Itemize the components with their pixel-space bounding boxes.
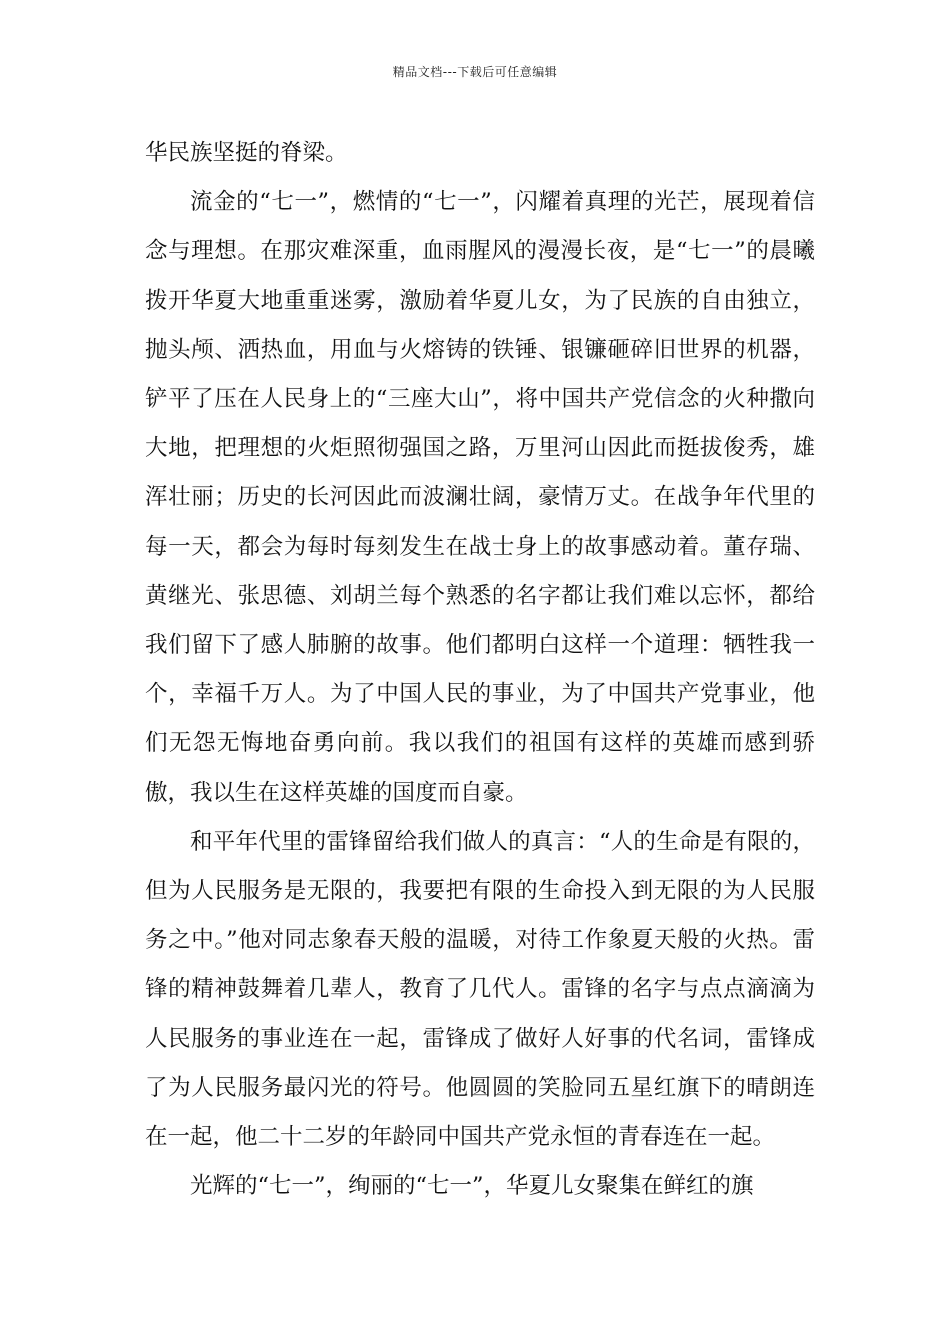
paragraph-4: 光辉的“七一”，绚丽的“七一”，华夏儿女聚集在鲜红的旗	[190, 1173, 754, 1200]
page-header: 精品文档---下载后可任意编辑	[392, 65, 558, 79]
document-body	[145, 129, 815, 1211]
paragraph-3: 和平年代里的雷锋留给我们做人的真言：“人的生命是有限的，但为人民服务是无限的，我要把有限的生命投入到无限的为人民服务之中。”他对同志象春天般的温暖，对待工作象夏天般的火热。雷锋的精神鼓舞着几辈人，教育了几代人。雷锋的名字与点点滴滴为人民服务的事业连在一起，雷锋成了做好人好事的代名词，雷锋成了为人民服务最闪光的符号。他圆圆的笑脸同五星红旗下的晴朗连在一起，他二十二岁的年龄同中国共产党永恒的青春连在一起。	[145, 828, 815, 1151]
paragraph-1: 华民族坚挺的脊梁。	[145, 140, 348, 166]
paragraph-2: 流金的“七一”，燃情的“七一”，闪耀着真理的光芒，展现着信念与理想。在那灾难深重，血雨腥风的漫漫长夜，是“七一”的晨曦拨开华夏大地重重迷雾，激励着华夏儿女，为了民族的自由独立，抛头颅、洒热血，用血与火熔铸的铁锤、银镰砸碎旧世界的机器，铲平了压在人民身上的“三座大山”，将中国共产党信念的火种撒向大地，把理想的火炬照彻强国之路，万里河山因此而挺拔俊秀，雄浑壮丽；历史的长河因此而波澜壮阔，豪情万丈。在战争年代里的每一天，都会为每时每刻发生在战士身上的故事感动着。董存瑞、黄继光、张思德、刘胡兰每个熟悉的名字都让我们难以忘怀，都给我们留下了感人肺腑的故事。他们都明白这样一个道理：牺牲我一个，幸福千万人。为了中国人民的事业，为了中国共产党事业，他们无怨无悔地奋勇向前。我以我们的祖国有这样的英雄而感到骄傲，我以生在这样英雄的国度而自豪。	[145, 189, 815, 806]
